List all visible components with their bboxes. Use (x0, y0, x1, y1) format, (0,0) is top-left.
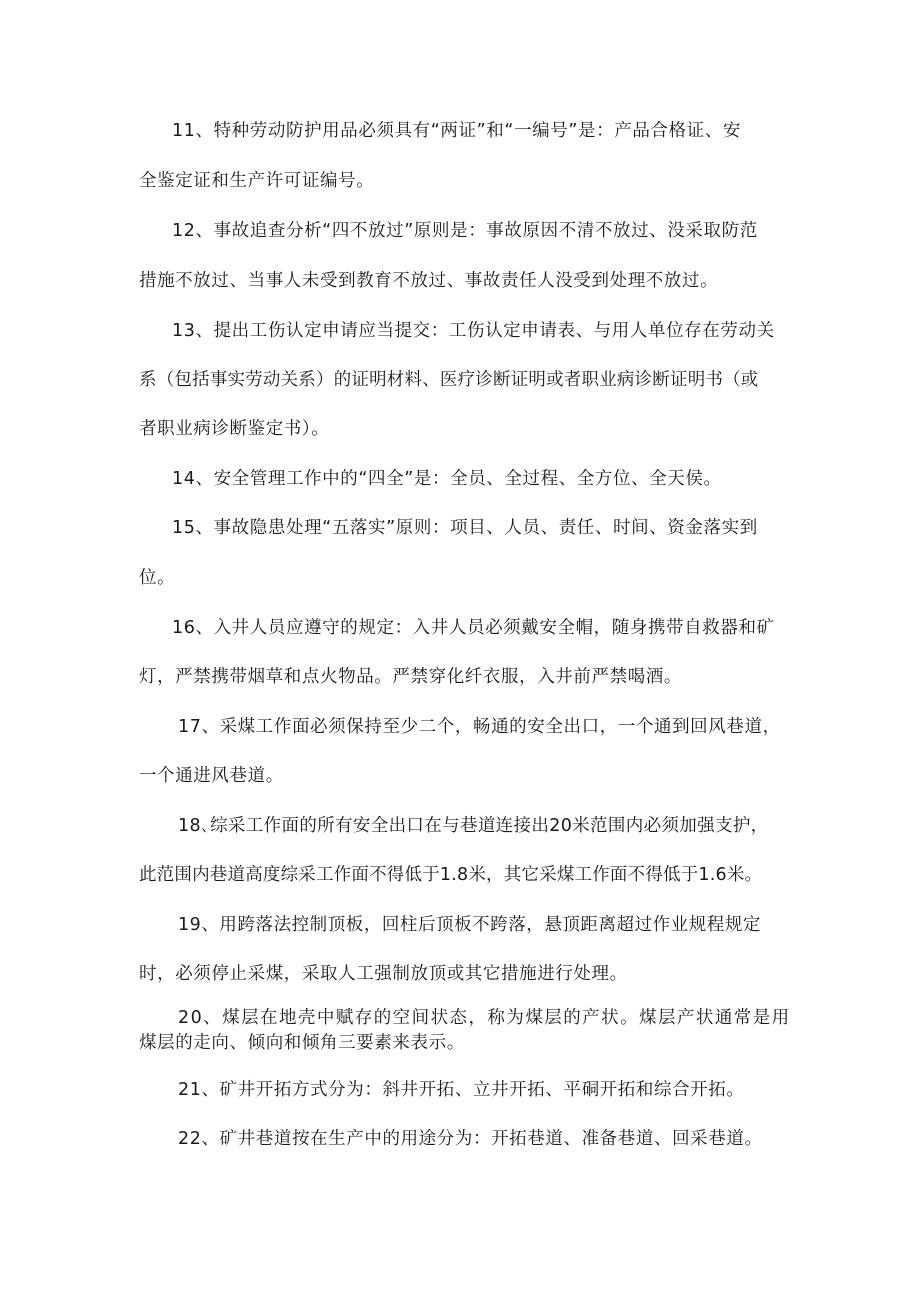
item-22-line-1: 22、矿井巷道按在生产中的用途分为：开拓巷道、准备巷道、回采巷道。 (178, 1129, 763, 1149)
item-17-line-2: 一个通进风巷道。 (139, 766, 284, 786)
item-12-line-1: 12、事故追查分析“四不放过”原则是：事故原因不清不放过、没采取防范 (172, 221, 758, 241)
item-19-line-1: 19、用跨落法控制顶板，回柱后顶板不跨落，悬顶距离超过作业规程规定 (178, 915, 761, 935)
item-14-line-1: 14、安全管理工作中的“四全”是：全员、全过程、全方位、全天侯。 (172, 469, 722, 489)
item-13-line-3: 者职业病诊断鉴定书）。 (139, 419, 330, 439)
item-11-line-1: 11、特种劳动防护用品必须具有“两证”和“一编号”是：产品合格证、安 (172, 121, 741, 141)
item-18-line-1: 18､综采工作面的所有安全出口在与巷道连接出20米范围内必须加强支护， (178, 816, 769, 836)
item-16-line-1: 16、入井人员应遵守的规定：入井人员必须戴安全帽，随身携带自救器和矿 (172, 618, 775, 638)
item-16-line-2: 灯，严禁携带烟草和点火物品。严禁穿化纤衣服，入井前严禁喝酒。 (139, 667, 682, 687)
item-11-line-2: 全鉴定证和生产许可证编号。 (139, 171, 375, 191)
item-13-line-2: 系（包括事实劳动关系）的证明材料、医疗诊断证明或者职业病诊断证明书（或 (139, 370, 759, 390)
item-13-line-1: 13、提出工伤认定申请应当提交：工伤认定申请表、与用人单位存在劳动关 (172, 321, 775, 341)
item-20-line-2: 煤层的走向、倾向和倾角三要素来表示。 (139, 1033, 465, 1053)
item-21-line-1: 21、矿井开拓方式分为：斜井开拓、立井开拓、平硐开拓和综合开拓。 (178, 1080, 745, 1100)
item-19-line-2: 时，必须停止采煤，采取人工强制放顶或其它措施进行处理。 (139, 964, 628, 984)
item-18-line-2: 此范围内巷道高度综采工作面不得低于1.8米，其它采煤工作面不得低于1.6米。 (139, 865, 763, 885)
item-15-line-2: 位。 (139, 568, 176, 588)
item-20-line-1: 20、煤层在地壳中赋存的空间状态，称为煤层的产状。煤层产状通常是用 (178, 1008, 791, 1028)
item-12-line-2: 措施不放过、当事人未受到教育不放过、事故责任人没受到处理不放过。 (139, 271, 719, 291)
item-17-line-1: 17、采煤工作面必须保持至少二个，畅通的安全出口，一个通到回风巷道， (178, 717, 781, 737)
item-15-line-1: 15、事故隐患处理“五落实”原则：项目、人员、责任、时间、资金落实到 (172, 518, 758, 538)
